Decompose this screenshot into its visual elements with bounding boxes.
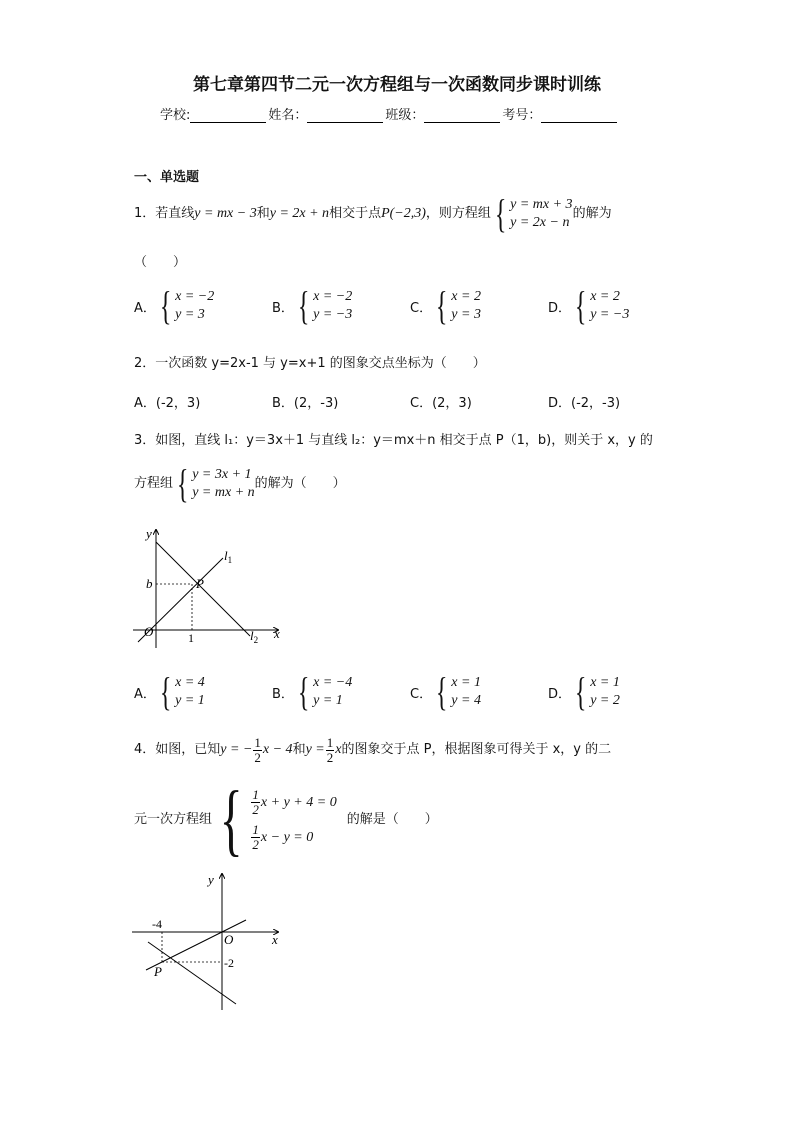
q3-graph (128, 522, 298, 650)
q4-label-minus2: -2 (224, 956, 234, 970)
q1-and: 和 (256, 206, 270, 221)
page-title: 第七章第四节二元一次方程组与一次函数同步课时训练 (193, 75, 601, 95)
q2-option-d[interactable]: D．(-2，-3) (548, 396, 621, 411)
q4-sys-row1: $\frac{1}{2}$ x + y + 4 = 0 (252, 787, 337, 817)
q4-e1-right: x − 4 (262, 742, 293, 757)
q3-sys-row1: y = 3x + 1 (192, 467, 252, 482)
q4-pre: 元一次方程组 (134, 812, 213, 827)
q1-options (134, 283, 694, 332)
q1-option-c[interactable]: C． { x = 2 y = 3 (410, 283, 481, 328)
q3-option-b[interactable]: B． { x = −4 y = 1 (272, 669, 353, 714)
q3-pre: 方程组 (134, 476, 174, 491)
name-label: 姓名： (268, 108, 308, 123)
q1-sys-row2: y = 2x − n (510, 215, 570, 230)
q3-options (134, 669, 694, 718)
q1-mid: 相交于点 (329, 206, 382, 221)
question-3-stem: 3．如图，直线 l₁：y＝3x＋1 与直线 l₂：y＝mx＋n 相交于点 P（1，b)，则关于 x，y 的 (134, 433, 653, 448)
q3-label-p: P (196, 576, 204, 591)
q3-system-line (134, 461, 346, 506)
q4-sys-row2: $\frac{1}{2}$ x − y = 0 (252, 822, 314, 852)
q1-option-d[interactable]: D． { x = 2 y = −3 (548, 283, 630, 328)
q4-e1-left: y = − (220, 742, 253, 757)
q4-label-origin: O (224, 932, 234, 947)
q4-e2-right: x (335, 742, 342, 757)
q4-label-p: P (154, 964, 162, 979)
q3-option-a[interactable]: A． { x = 4 y = 1 (134, 669, 205, 714)
q1-system: { y = mx + 3 y = 2x − n (494, 191, 573, 236)
school-label: 学校: (160, 108, 191, 123)
q3-tail: 的解为（ ） (254, 476, 346, 491)
q4-post: 的解是（ ） (346, 812, 438, 827)
q4-system: { $\frac{1}{2}$ x + y + 4 = 0 $\frac{1}{2}$ x − y = 0 (219, 776, 337, 864)
q4-e2-frac: $\frac{1}{2}$ (326, 734, 334, 765)
q3-label-one: 1 (188, 631, 194, 645)
school-field[interactable] (190, 108, 266, 123)
q4-number: 4．如图，已知 (134, 742, 221, 757)
class-field[interactable] (424, 108, 500, 123)
question-4-stem (134, 732, 611, 768)
q2-option-c[interactable]: C．(2，3) (410, 396, 472, 411)
q4-tail: 的图象交于点 P，根据图象可得关于 x，y 的二 (341, 742, 612, 757)
q3-label-l1: $l_1$ (224, 548, 233, 565)
q4-label-minus4: -4 (152, 917, 162, 931)
number-field[interactable] (541, 108, 617, 123)
student-info (160, 104, 619, 123)
q1-point: P(−2,3) (381, 206, 426, 221)
q3-option-c[interactable]: C． { x = 1 y = 4 (410, 669, 481, 714)
question-2-stem: 2．一次函数 y=2x-1 与 y=x+1 的图象交点坐标为（ ） (134, 356, 486, 371)
q4-e1-frac: $\frac{1}{2}$ (254, 734, 261, 765)
q4-and: 和 (292, 742, 306, 757)
q3-label-origin: O (144, 624, 154, 639)
q2-option-b[interactable]: B．(2，-3) (272, 396, 339, 411)
q2-option-a[interactable]: A．(-2，3) (134, 396, 201, 411)
q4-graph (128, 870, 288, 1012)
q1-mid2: ，则方程组 (425, 206, 491, 221)
question-1-stem (134, 191, 612, 236)
q1-expr1: y = mx − 3 (194, 206, 257, 221)
q3-label-x: x (274, 626, 280, 641)
q4-e2-left: y = (305, 742, 325, 757)
q3-label-b: b (146, 576, 153, 591)
q3-option-d[interactable]: D． { x = 1 y = 2 (548, 669, 620, 714)
name-field[interactable] (307, 108, 383, 123)
class-label: 班级： (385, 108, 425, 123)
q1-number: 1．若直线 (134, 206, 195, 221)
q3-sys-row2: y = mx + n (192, 485, 255, 500)
q1-expr2: y = 2x + n (269, 206, 330, 221)
section-heading: 一、单选题 (134, 170, 200, 185)
q1-option-a[interactable]: A． { x = −2 y = 3 (134, 283, 215, 328)
q3-system: { y = 3x + 1 y = mx + n (176, 461, 255, 506)
q3-label-l2: $l_2$ (250, 628, 259, 645)
q1-option-b[interactable]: B． { x = −2 y = −3 (272, 283, 353, 328)
number-label: 考号： (502, 108, 542, 123)
q1-tail: 的解为 (572, 206, 612, 221)
q1-sys-row1: y = mx + 3 (510, 197, 573, 212)
q4-system-line (134, 776, 438, 864)
q4-label-y: y (208, 872, 214, 887)
q3-label-y: y (146, 526, 152, 541)
q1-paren: （ ） (134, 255, 187, 270)
q4-label-x: x (272, 932, 278, 947)
